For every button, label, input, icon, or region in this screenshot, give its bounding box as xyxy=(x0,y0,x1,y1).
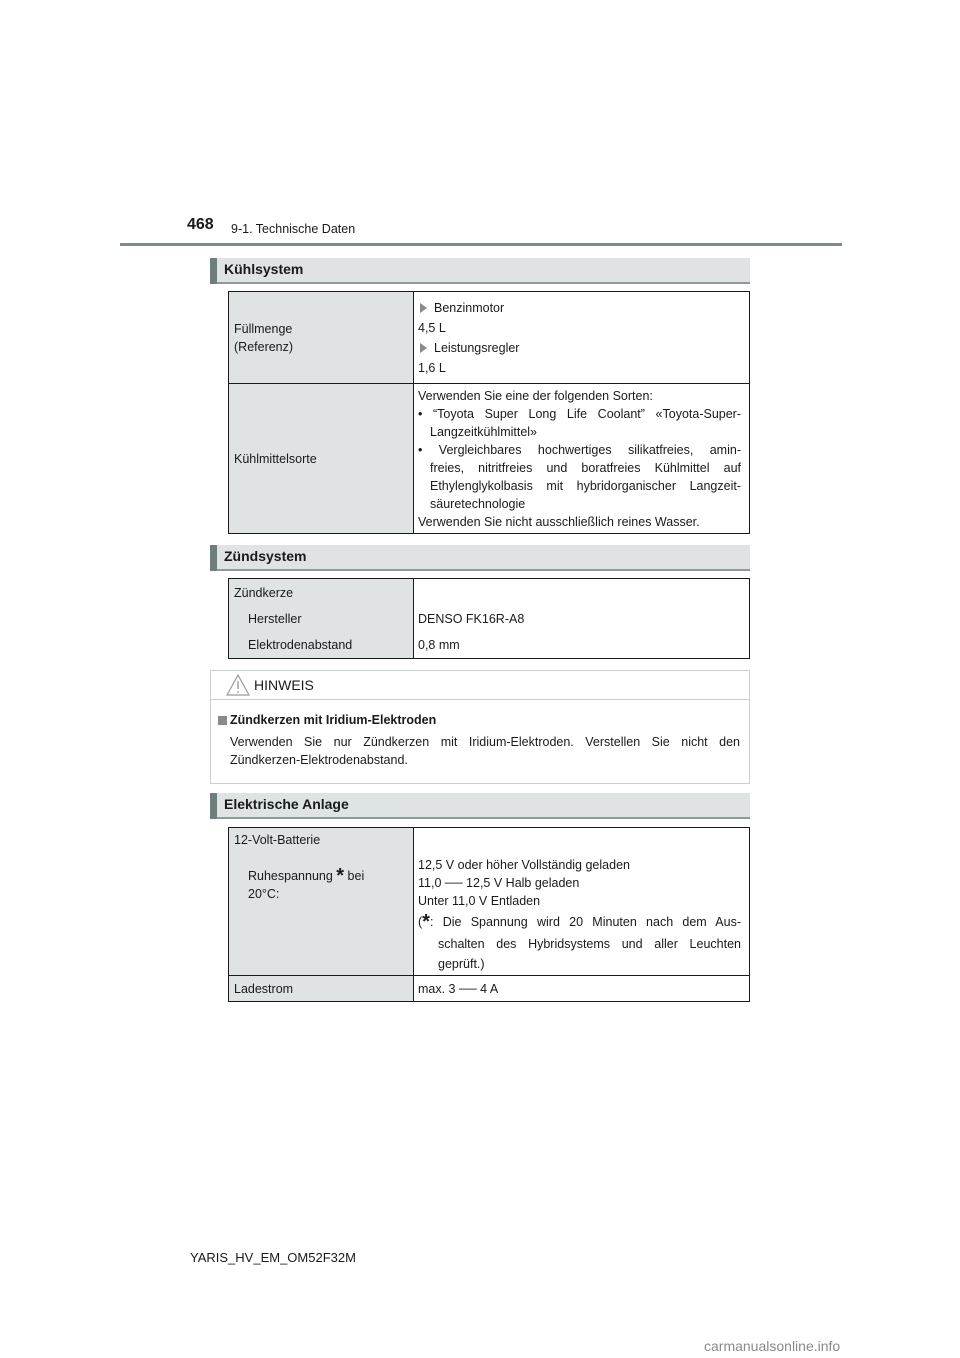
electrical-table xyxy=(228,827,750,1002)
regulator-label: Leistungsregler xyxy=(434,340,520,355)
section-reference: 9-1. Technische Daten xyxy=(231,222,356,236)
footnote-line-1: (*: Die Spannung wird 20 Minuten nach dem Aus- xyxy=(418,911,741,933)
section-title-ignition: Zündsystem xyxy=(224,548,307,564)
asterisk-mark: * xyxy=(336,865,345,887)
section-title-cooling: Kühlsystem xyxy=(224,261,304,277)
rest-voltage-empty: Unter 11,0 V Entladen xyxy=(418,894,541,908)
table-row xyxy=(229,384,750,534)
coolant-values: Verwenden Sie eine der folgenden Sorten: • “Toyota Super Long Life Coolant” «Toyota-Super- Langzeitkühlmittel» • Vergleichbares hochwertiges silikatfreies, amin- freies, nitritfreies und boratfreies Kühlmittel auf Ethylenglykolbasis mit hybridorganischer Langzeit- säuretechnologie Verwenden Sie nicht ausschließlich reines Wasser. xyxy=(414,384,750,534)
triangle-bullet-icon xyxy=(420,343,427,353)
footnote-line-3: geprüft.) xyxy=(438,957,485,971)
maker-value: DENSO FK16R-A8 xyxy=(418,611,525,626)
capacity-values xyxy=(414,292,750,384)
battery-labels: 12-Volt-Batterie Ruhespannung * bei 20°C: xyxy=(229,828,414,976)
spark-plug-labels: Zündkerze Hersteller Elektrodenabstand xyxy=(229,579,414,659)
triangle-bullet-icon xyxy=(420,303,427,313)
section-heading-electrical xyxy=(210,793,750,819)
gap-value: 0,8 mm xyxy=(418,637,460,652)
battery-values xyxy=(414,828,750,976)
rest-voltage-full: 12,5 V oder höher Vollständig geladen xyxy=(418,858,630,872)
notice-box xyxy=(210,670,750,784)
rest-voltage-label: Ruhespannung * bei xyxy=(248,865,365,887)
spark-plug-values xyxy=(414,579,750,659)
table-row xyxy=(229,976,750,1002)
table-row xyxy=(229,579,750,659)
page-number: 468 xyxy=(187,216,214,233)
table-row xyxy=(229,292,750,384)
coolant-label: Kühlmittelsorte xyxy=(229,384,414,534)
header-rule xyxy=(120,243,842,246)
watermark: carmanualsonline.info xyxy=(704,1338,841,1354)
square-bullet-icon xyxy=(218,716,227,725)
cooling-table xyxy=(228,291,750,534)
notice-title: HINWEIS xyxy=(254,677,314,693)
footnote-line-2: schalten des Hybridsystems und aller Leuchten xyxy=(438,937,741,951)
ignition-table xyxy=(228,578,750,659)
section-heading-cooling xyxy=(210,258,750,284)
notice-subtitle: Zündkerzen mit Iridium-Elektroden xyxy=(230,713,437,727)
capacity-label: Füllmenge (Referenz) xyxy=(229,292,414,384)
section-heading-ignition xyxy=(210,545,750,571)
document-code: YARIS_HV_EM_OM52F32M xyxy=(190,1250,356,1265)
charge-current-value: max. 3 ── 4 A xyxy=(414,976,750,1002)
engine-label: Benzinmotor xyxy=(434,300,505,315)
regulator-value: 1,6 L xyxy=(418,360,446,375)
table-row xyxy=(229,828,750,976)
engine-value: 4,5 L xyxy=(418,320,446,335)
notice-body: Verwenden Sie nur Zündkerzen mit Iridium-Elektroden. Verstellen Sie nicht den Zündkerzen-Elektrodenabstand. xyxy=(230,735,740,767)
notice-header xyxy=(211,671,749,700)
section-title-electrical: Elektrische Anlage xyxy=(224,796,349,812)
charge-current-label: Ladestrom xyxy=(229,976,414,1002)
rest-voltage-half: 11,0 ── 12,5 V Halb geladen xyxy=(418,876,580,890)
warning-triangle-icon xyxy=(226,674,250,696)
